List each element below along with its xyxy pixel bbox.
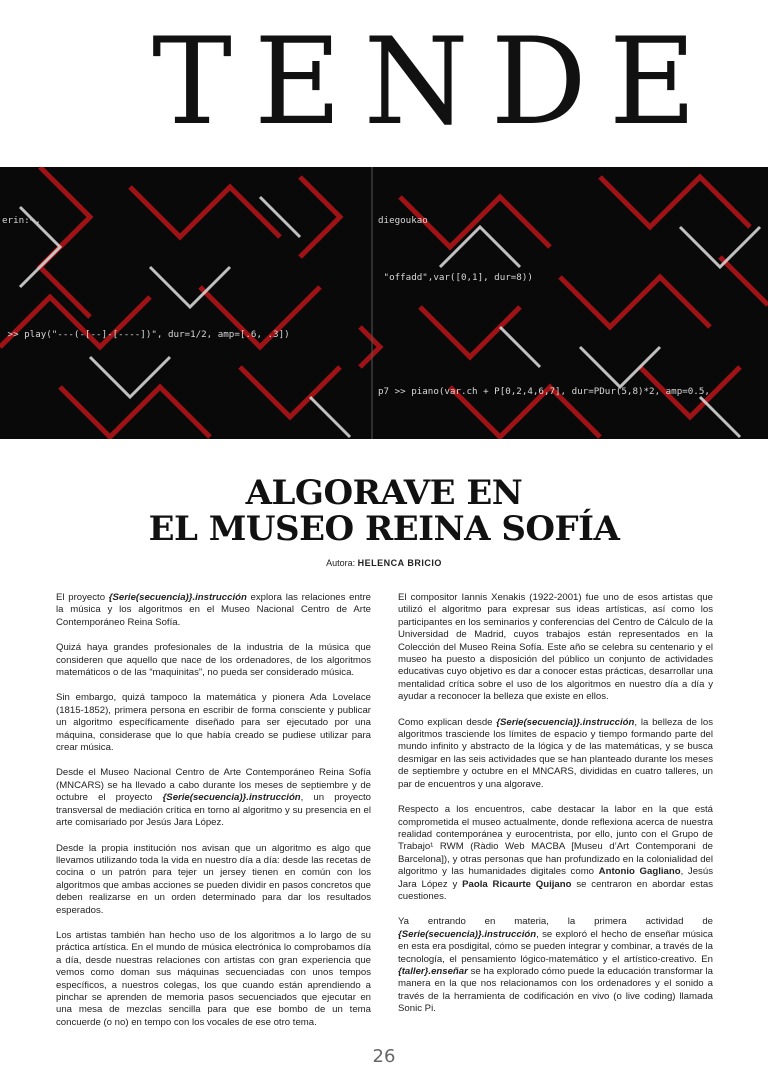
text-run: Como explican desde (398, 716, 497, 728)
emphasis-text: {taller}.enseñar (398, 965, 468, 977)
text-run: Ya entrando en materia, la primera actividad de (398, 916, 713, 928)
code-line: diegoukao (378, 215, 428, 226)
code-line: >> play("---(-[--]-[----])", dur=1/2, amp=[.6, .3]) (2, 329, 290, 340)
paragraph (56, 843, 371, 917)
code-line (2, 382, 339, 401)
text-run: , un proyecto transversal de mediación crítica en torno al algoritmo y su presencia en el arte comisariado por Jesús Jara López. (56, 792, 371, 829)
text-run: Los artistas también han hecho uso de los algoritmos a lo largo de su práctica artística. En el mundo de música electrónica lo comprobamos día a día, desde nuestras relaciones con artistas con gran experiencia que vemos como doman sus máquinas secuenciadas con unos tempos específicos, a nuestros colegas, los que cuando están aprendiendo a pinchar se aprenden de memoria pasos secuenciados que ejecutar en una mesa de mezclas sencilla para que ese bombo de un tema concuerde (o no) en tempo con los vocales de ese otro tema. (56, 929, 371, 1028)
byline (0, 558, 768, 568)
emphasis-text: {Serie(secuencia)}.instrucción (162, 792, 301, 804)
paragraph (56, 642, 371, 679)
code-line: p7 >> piano(var.ch + P[0,2,4,6,7], dur=PDur(5,8)*2, amp=0.5, (378, 386, 710, 397)
paragraph (56, 930, 371, 1029)
masthead (0, 0, 768, 165)
paragraph (398, 804, 713, 903)
paragraph (56, 692, 371, 754)
article-title-line-1: ALGORAVE EN (245, 473, 523, 513)
emphasis-text: {Serie(secuencia)}.instrucción (398, 928, 537, 940)
text-run: Quizá haya grandes profesionales de la industria de la música que consideren que aquello que nace de los ordenadores, de los algoritmos matemáticos o de las “maquinitas”, no pueda ser considerado música. (56, 642, 371, 679)
text-run: Desde la propia institución nos avisan que un algoritmo es algo que llevamos utilizando toda la vida en nuestro día a día: desde las recetas de cocina o un patrón para tejer un jersey tienen en común con los algoritmos que ambas acciones se pueden dividir en pasos concretos que deben realizarse en un orden determinado para dar los resultados esperados. (56, 842, 371, 916)
text-run: , se exploró el hecho de enseñar música en esta era posdigital, cómo se pueden integrar y combinar, a través de la tecnología, el pensamiento lógico-matemático y el artístico-creativo. En (398, 928, 713, 965)
text-run: se ha explorado cómo puede la educación transformar la manera en la que nos relacionamos con los ordenadores y el sonido a través de la herramienta de codificación en vivo (o live coding) llamada Sonic Pi. (398, 965, 713, 1015)
hero-image (0, 167, 768, 439)
text-run: , la belleza de los algoritmos trasciende los límites de espacio y tiempo formando parte del mundo infinito y abstracto de la lógica y de las matemáticas, y se busca desmigar en las seis actividades que se han planteado durante los meses de septiembre y octubre en el MNCARS, divididas en cuatro talleres, un par de encuentros y una algorave. (398, 716, 713, 790)
paragraph (398, 916, 713, 1015)
code-panel-left (2, 173, 339, 439)
paragraph (56, 592, 371, 629)
magazine-logo: TENDE (152, 13, 719, 152)
text-run: Respecto a los encuentros, cabe destacar la labor en la que está comprometida el museo actualmente, donde reflexiona acerca de nuestra realidad contemporánea y eurocentrista, por ello, junto con el Grupo de Trabajo¹ RWM (Ràdio Web MACBA [Museu d’Art Contemporani de Barcelona]), y otras personas que han profundizado en la colonialidad del algoritmo y las humanidades digitales como (398, 804, 713, 878)
code-line (2, 268, 339, 287)
code-line: "offadd",var([0,1], dur=8)) (378, 272, 533, 283)
text-run: Desde el Museo Nacional Centro de Arte Contemporáneo Reina Sofía (MNCARS) se ha llevado a cabo durante los meses de septiembre y de octubre el proyecto (56, 767, 371, 804)
paragraph (56, 767, 371, 829)
code-line: erin:~, (2, 215, 41, 226)
article-column-right (398, 592, 713, 1029)
emphasis-text: {Serie(secuencia)}.instrucción (108, 592, 247, 603)
page-number: 26 (372, 1046, 396, 1067)
paragraph (398, 717, 713, 791)
text-run: El compositor Iannis Xenakis (1922-2001) fue uno de esos artistas que utilizó el algoritmo para expresar sus ideas artísticas, así como los participantes en los seminarios y conferencias del Centro de Cálculo de la Universidad de Madrid, cuyos trabajos están representados en la Colección del Museo Reina Sofía. Este año se celebra su centenario y el museo ha puesto a disposición del público un conjunto de actividades educativas cuyo objetivo es dar a conocer estas prácticas, desarrollar una mentalidad crítica sobre el uso de los algoritmos en nuestro día a día y ayudar a reconocer la belleza que existe en ellos. (398, 592, 713, 703)
code-panel-right (378, 173, 738, 439)
text-run: Sin embargo, quizá tampoco la matemática y pionera Ada Lovelace (1815-1852), primera persona en escribir de forma consciente y publicar un algoritmo específicamente diseñado para ser ejecutado por una máquina, considerase que lo que había creado se pudiese utilizar para crear música. (56, 692, 371, 754)
emphasis-text: {Serie(secuencia)}.instrucción (496, 716, 635, 728)
text-run: El proyecto (56, 592, 109, 603)
text-run: , Jesús Jara López y (398, 866, 713, 890)
author-name: HELENCA BRICIO (357, 558, 442, 568)
article-title-line-2: EL MUSEO REINA SOFÍA (148, 509, 620, 549)
text-run: se centraron en abordar estas cuestiones. (398, 878, 713, 902)
bold-text: Paola Ricaurte Quijano (462, 878, 572, 890)
byline-prefix: Autora: (326, 558, 358, 568)
article-title (0, 475, 768, 547)
article-column-left (56, 592, 371, 1042)
paragraph (398, 592, 713, 704)
text-run: explora las relaciones entre la música y los algoritmos en el Museo Nacional Centro de Arte Contemporáneo Reina Sofía. (56, 592, 371, 628)
code-line (378, 325, 738, 344)
bold-text: Antonio Gagliano (598, 866, 681, 878)
